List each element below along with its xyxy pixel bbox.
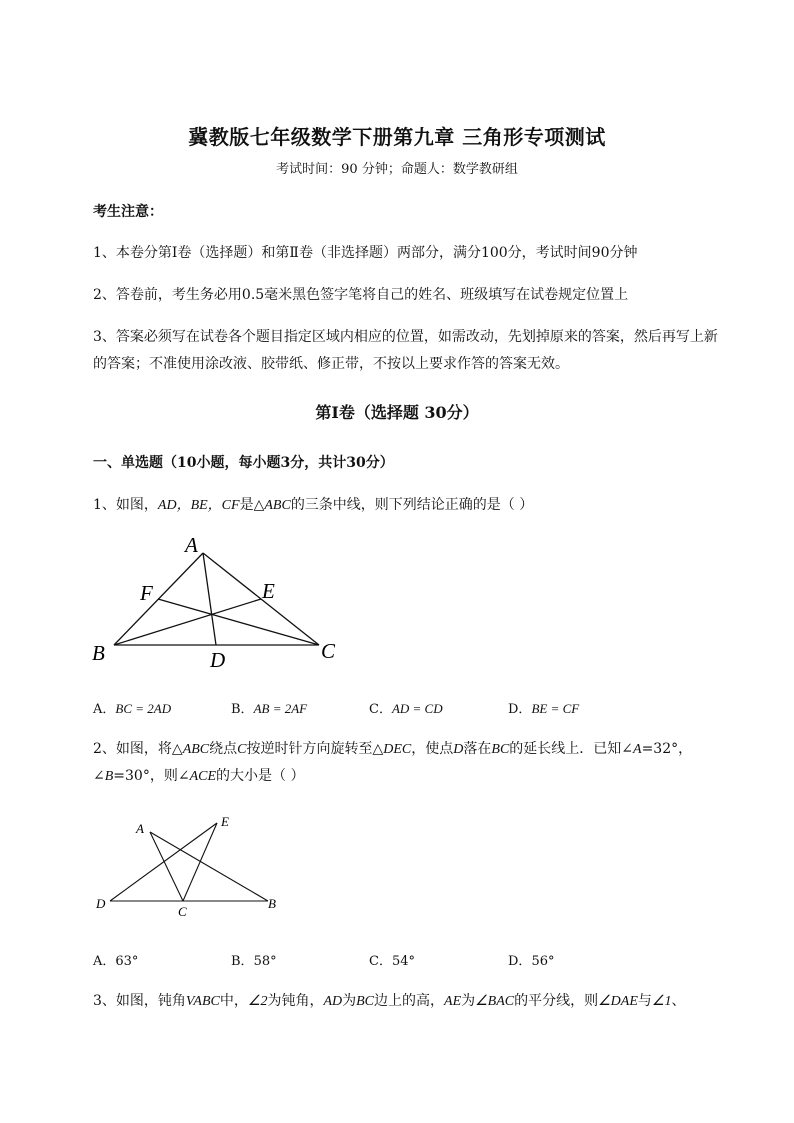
label-a: A: [185, 533, 198, 557]
q2-option-c[interactable]: C．54°: [369, 954, 415, 969]
q1-option-d[interactable]: D．BE = CF: [508, 701, 580, 717]
question-1-stem: 1、如图，AD，BE，CF是△ABC的三条中线，则下列结论正确的是（ ）: [93, 497, 534, 513]
label-c: C: [321, 639, 336, 663]
question-2-stem-line-2: ∠B=30°，则∠ACE的大小是（ ）: [93, 768, 305, 784]
label-d: D: [210, 648, 226, 672]
question-2-stem-line-1: 2、如图，将△ABC绕点C按逆时针方向旋转至△DEC，使点D落在BC的延长线上．已知∠A=32°，: [93, 741, 693, 757]
notice-item-1: 1、本卷分第Ⅰ卷（选择题）和第Ⅱ卷（非选择题）两部分，满分100分，考试时间90分钟: [93, 245, 638, 261]
section-heading: 一、单选题（10小题，每小题3分，共计30分）: [93, 455, 394, 471]
notice-item-3-continued: 的答案；不准使用涂改液、胶带纸、修正带，不按以上要求作答的答案无效。: [93, 356, 569, 372]
label-d: D: [96, 896, 106, 911]
question-2-figure: [90, 810, 290, 925]
label-f: F: [140, 581, 153, 605]
question-1-figure: [88, 530, 348, 675]
label-b: B: [268, 896, 276, 911]
q2-option-b[interactable]: B．58°: [231, 954, 277, 969]
label-e: E: [221, 814, 229, 829]
exam-subtitle: 考试时间：90 分钟；命题人：数学教研组: [276, 162, 518, 177]
label-e: E: [262, 579, 275, 603]
label-a: A: [136, 821, 144, 836]
q1-option-a[interactable]: A．BC = 2AD: [93, 701, 172, 717]
label-b: B: [92, 641, 105, 665]
q2-option-a[interactable]: A．63°: [93, 954, 139, 969]
q2-option-d[interactable]: D．56°: [508, 954, 555, 969]
section-title: 第Ⅰ卷（选择题 30分）: [315, 403, 479, 422]
question-3-stem: 3、如图，钝角VABC中，∠2为钝角，AD为BC边上的高，AE为∠BAC的平分线，则∠DAE与∠1、: [93, 993, 686, 1009]
notice-item-3: 3、答案必须写在试卷各个题目指定区域内相应的位置，如需改动，先划掉原来的答案，然后再写上新: [93, 329, 718, 345]
notice-heading: 考生注意：: [93, 204, 163, 220]
label-c: C: [178, 904, 187, 919]
q1-option-c[interactable]: C．AD = CD: [369, 701, 443, 717]
notice-item-2: 2、答卷前，考生务必用0.5毫米黑色签字笔将自己的姓名、班级填写在试卷规定位置上: [93, 287, 629, 303]
page-title: 冀教版七年级数学下册第九章 三角形专项测试: [188, 125, 606, 149]
q1-option-b[interactable]: B．AB = 2AF: [231, 701, 308, 717]
